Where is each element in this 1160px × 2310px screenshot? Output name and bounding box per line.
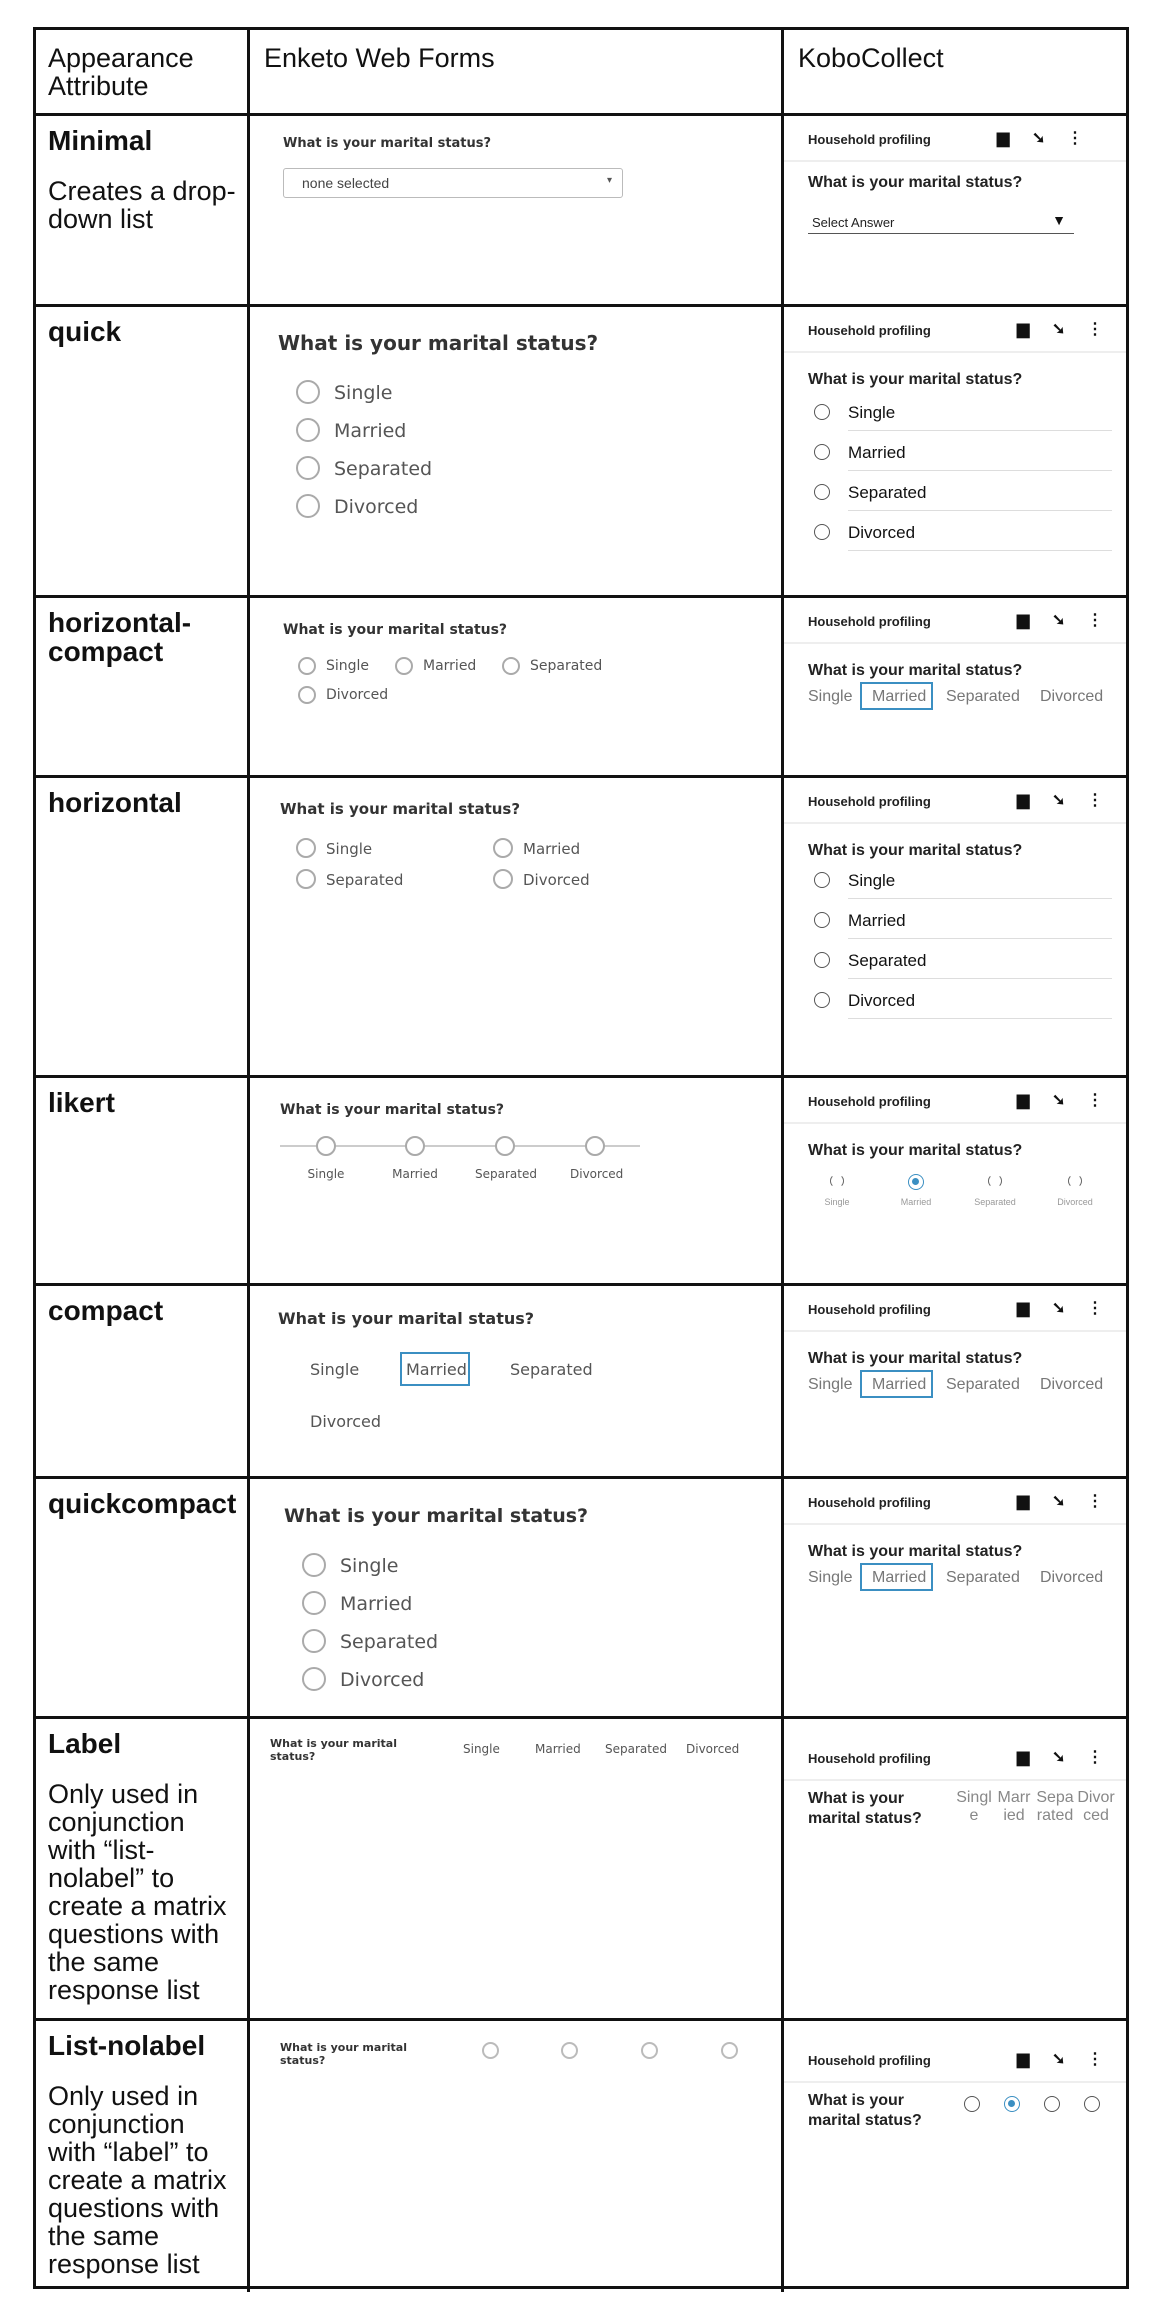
option-label: Single	[848, 403, 896, 422]
matrix-radio-separated[interactable]	[1044, 2096, 1060, 2112]
more-options-icon[interactable]: ⋮	[1087, 1092, 1103, 1109]
option-label: Single	[340, 1555, 399, 1577]
kobo-header	[784, 116, 1126, 162]
kobo-question: What is your marital status?	[808, 2092, 922, 2129]
radio-married[interactable]	[814, 912, 830, 928]
radio-married[interactable]	[814, 444, 830, 460]
attr-title: likert	[48, 1087, 115, 1118]
kobo-header	[784, 1286, 1126, 1332]
option-label: Married	[340, 1593, 413, 1615]
enketo-horizontal-compact	[247, 598, 781, 775]
radio-divorced[interactable]	[302, 1667, 326, 1691]
divider	[848, 1018, 1112, 1019]
go-to-icon[interactable]: ➘	[1052, 1749, 1066, 1766]
radio-divorced[interactable]	[493, 869, 513, 889]
save-icon[interactable]: ▆	[1017, 1300, 1030, 1317]
option-label: Single	[326, 840, 373, 858]
header-kobocollect: KoboCollect	[781, 30, 1126, 113]
dropdown-value: none selected	[302, 175, 390, 191]
option-label: Married	[523, 840, 581, 858]
attr-title: quick	[48, 316, 122, 347]
compact-option-single[interactable]: Single	[310, 1360, 360, 1379]
save-icon[interactable]: ▆	[1017, 1092, 1030, 1109]
option-label: Separated	[326, 871, 404, 889]
go-to-icon[interactable]: ➘	[1032, 130, 1046, 147]
matrix-radio-divorced[interactable]	[721, 2042, 738, 2059]
row-horizontal-compact	[36, 595, 1126, 775]
save-icon[interactable]: ▆	[1017, 612, 1030, 629]
option-label: Single	[326, 658, 370, 674]
option-label: Married	[423, 658, 477, 674]
kobo-select[interactable]	[808, 208, 1074, 234]
attr-title: Minimal	[48, 125, 153, 156]
likert-label: Single	[824, 1197, 850, 1207]
appearance-table	[33, 27, 1129, 2289]
likert-radio-single[interactable]	[830, 1174, 844, 1188]
attr-title: quickcompact	[48, 1488, 237, 1519]
matrix-column-label: Divorced	[686, 1742, 740, 1756]
attr-desc: Creates a drop-down list	[48, 176, 236, 234]
likert-label: Married	[392, 1167, 438, 1181]
option-label: Single	[334, 382, 393, 404]
row-quick	[36, 304, 1126, 595]
caret-down-icon: ▼	[1052, 212, 1066, 228]
radio-single[interactable]	[296, 838, 316, 858]
likert-radio-divorced[interactable]	[1068, 1174, 1082, 1188]
radio-single[interactable]	[814, 872, 830, 888]
radio-divorced[interactable]	[814, 992, 830, 1008]
kobo-horizontal-compact	[781, 598, 1126, 775]
enketo-dropdown[interactable]	[283, 168, 623, 198]
option-label: Separated	[334, 458, 433, 480]
compact-option-married[interactable]: Married	[872, 1376, 927, 1393]
compact-option-single[interactable]: Single	[808, 688, 853, 705]
kobo-title: Household profiling	[808, 132, 931, 147]
question-label: What is your marital status?	[278, 1309, 535, 1328]
enketo-quick	[247, 307, 781, 595]
save-icon[interactable]: ▆	[1017, 321, 1030, 338]
likert-radio-separated[interactable]	[988, 1174, 1002, 1188]
radio-married[interactable]	[493, 838, 513, 858]
kobo-title: Household profiling	[808, 614, 931, 629]
matrix-radio-single[interactable]	[964, 2096, 980, 2112]
attr-title: horizontal- compact	[48, 607, 192, 667]
matrix-column-label: Divor ced	[1077, 1789, 1115, 1824]
likert-radio-married-selected[interactable]	[908, 1174, 924, 1190]
kobo-question: What is your marital status?	[808, 842, 1023, 859]
enketo-list-nolabel	[247, 2021, 781, 2292]
more-options-icon[interactable]: ⋮	[1087, 612, 1103, 629]
compact-option-single[interactable]: Single	[808, 1376, 853, 1393]
enketo-horizontal	[247, 778, 781, 1075]
option-label: Divorced	[334, 496, 419, 518]
question-label: What is your marital status?	[280, 800, 521, 818]
more-options-icon[interactable]: ⋮	[1087, 1300, 1103, 1317]
save-icon[interactable]: ▆	[997, 130, 1010, 147]
attr-desc: Only used in conjunction with “label” to create a matrix questions with the same response list	[48, 2081, 227, 2279]
go-to-icon[interactable]: ➘	[1052, 1300, 1066, 1317]
kobo-list-nolabel	[781, 2021, 1126, 2292]
attr-title: Label	[48, 1728, 122, 1759]
likert-label: Separated	[974, 1197, 1016, 1207]
radio-separated[interactable]	[302, 1629, 326, 1653]
divider	[848, 978, 1112, 979]
enketo-likert	[247, 1078, 781, 1283]
attr-title: horizontal	[48, 787, 182, 818]
radio-divorced[interactable]	[296, 494, 320, 518]
kobo-header	[784, 1078, 1126, 1124]
question-label: What is your marital status?	[280, 1102, 505, 1118]
radio-dot	[1008, 2100, 1015, 2107]
enketo-compact	[247, 1286, 781, 1476]
radio-separated[interactable]	[814, 952, 830, 968]
row-horizontal	[36, 775, 1126, 1075]
attr-title: compact	[48, 1295, 164, 1326]
option-label: Single	[848, 871, 896, 890]
kobo-title: Household profiling	[808, 1094, 931, 1109]
likert-radio-married[interactable]	[405, 1136, 425, 1156]
option-label: Divorced	[340, 1669, 425, 1691]
divider	[848, 898, 1112, 899]
matrix-column-label: Married	[535, 1742, 581, 1756]
divider	[848, 938, 1112, 939]
matrix-column-label: Separated	[605, 1742, 667, 1756]
kobo-title: Household profiling	[808, 794, 931, 809]
radio-separated[interactable]	[296, 869, 316, 889]
save-icon[interactable]: ▆	[1017, 1493, 1030, 1510]
compact-option-separated[interactable]: Separated	[946, 688, 1020, 705]
radio-separated[interactable]	[296, 456, 320, 480]
compact-option-divorced[interactable]: Divorced	[1040, 1376, 1104, 1393]
option-label: Separated	[530, 658, 603, 674]
kobo-header	[784, 2037, 1126, 2083]
matrix-column-label: Singl e	[956, 1789, 992, 1824]
kobo-select-placeholder: Select Answer	[812, 215, 895, 230]
radio-single[interactable]	[814, 404, 830, 420]
kobo-quick	[781, 307, 1126, 595]
row-compact	[36, 1283, 1126, 1476]
likert-label: Married	[900, 1197, 932, 1207]
kobo-likert	[781, 1078, 1126, 1283]
likert-radio-separated[interactable]	[495, 1136, 515, 1156]
likert-label: Divorced	[1057, 1197, 1093, 1207]
kobo-minimal	[781, 116, 1126, 304]
matrix-radio-separated[interactable]	[641, 2042, 658, 2059]
kobo-question: What is your marital status?	[808, 1350, 1023, 1367]
likert-label: Separated	[475, 1167, 537, 1181]
question-label: What is your marital status?	[278, 331, 599, 355]
kobo-question: What is your marital status?	[808, 662, 1023, 679]
go-to-icon[interactable]: ➘	[1052, 2051, 1066, 2068]
row-label	[36, 1716, 1126, 2018]
more-options-icon[interactable]: ⋮	[1087, 792, 1103, 809]
more-options-icon[interactable]: ⋮	[1067, 130, 1083, 147]
caret-down-icon: ▾	[606, 175, 612, 186]
compact-option-separated[interactable]: Separated	[946, 1569, 1020, 1586]
question-label: What is your marital status?	[283, 622, 508, 638]
kobo-question: What is your marital status?	[808, 1142, 1023, 1159]
option-label: Married	[848, 911, 906, 930]
compact-option-divorced[interactable]: Divorced	[1040, 1569, 1104, 1586]
kobo-title: Household profiling	[808, 2053, 931, 2068]
radio-single[interactable]	[298, 657, 316, 675]
more-options-icon[interactable]: ⋮	[1087, 1493, 1103, 1510]
divider	[848, 550, 1112, 551]
kobo-horizontal	[781, 778, 1126, 1075]
header-appearance-attribute: Appearance Attribute	[48, 43, 194, 101]
divider	[848, 470, 1112, 471]
divider	[848, 430, 1112, 431]
radio-separated[interactable]	[502, 657, 520, 675]
kobo-header	[784, 778, 1126, 824]
matrix-radio-married-selected[interactable]	[1004, 2096, 1020, 2112]
kobo-question: What is your marital status?	[808, 174, 1023, 191]
kobo-header	[784, 1479, 1126, 1525]
header-row	[36, 30, 1126, 113]
option-label: Separated	[340, 1631, 439, 1653]
option-label: Divorced	[848, 523, 916, 542]
question-label: What is your marital status?	[280, 2041, 407, 2067]
option-label: Divorced	[326, 687, 389, 703]
kobo-question: What is your marital status?	[808, 1543, 1023, 1560]
matrix-radio-divorced[interactable]	[1084, 2096, 1100, 2112]
matrix-radio-single[interactable]	[482, 2042, 499, 2059]
option-label: Married	[334, 420, 407, 442]
compact-option-divorced[interactable]: Divorced	[1040, 688, 1104, 705]
matrix-column-label: Single	[463, 1742, 500, 1756]
more-options-icon[interactable]: ⋮	[1087, 1749, 1103, 1766]
question-label: What is your marital status?	[283, 136, 492, 151]
compact-option-single[interactable]: Single	[808, 1569, 853, 1586]
radio-married[interactable]	[395, 657, 413, 675]
attr-desc: Only used in conjunction with “list-nolabel” to create a matrix questions with the same response list	[48, 1779, 227, 2005]
kobo-header	[784, 1735, 1126, 1781]
row-minimal	[36, 113, 1126, 304]
attr-title: List-nolabel	[48, 2030, 206, 2061]
kobo-quickcompact	[781, 1479, 1126, 1716]
kobo-title: Household profiling	[808, 1495, 931, 1510]
likert-radio-single[interactable]	[316, 1136, 336, 1156]
kobo-question: What is your marital status?	[808, 371, 1023, 388]
option-label: Divorced	[848, 991, 916, 1010]
radio-married[interactable]	[302, 1591, 326, 1615]
compact-option-married[interactable]: Married	[406, 1360, 467, 1379]
option-label: Divorced	[523, 871, 590, 889]
more-options-icon[interactable]: ⋮	[1087, 321, 1103, 338]
save-icon[interactable]: ▆	[1017, 1749, 1030, 1766]
likert-label: Divorced	[570, 1167, 624, 1181]
more-options-icon[interactable]: ⋮	[1087, 2051, 1103, 2068]
radio-divorced[interactable]	[298, 686, 316, 704]
save-icon[interactable]: ▆	[1017, 792, 1030, 809]
divider	[848, 510, 1112, 511]
radio-married[interactable]	[296, 418, 320, 442]
radio-single[interactable]	[296, 380, 320, 404]
option-label: Married	[848, 443, 906, 462]
go-to-icon[interactable]: ➘	[1052, 1493, 1066, 1510]
kobo-title: Household profiling	[808, 323, 931, 338]
radio-dot	[912, 1178, 919, 1185]
radio-divorced[interactable]	[814, 524, 830, 540]
go-to-icon[interactable]: ➘	[1052, 612, 1066, 629]
kobo-title: Household profiling	[808, 1751, 931, 1766]
enketo-minimal	[247, 116, 781, 304]
kobo-header	[784, 307, 1126, 353]
kobo-header	[784, 598, 1126, 644]
row-likert	[36, 1075, 1126, 1283]
matrix-column-label: Sepa rated	[1036, 1789, 1074, 1824]
go-to-icon[interactable]: ➘	[1052, 792, 1066, 809]
enketo-label	[247, 1719, 781, 2018]
save-icon[interactable]: ▆	[1017, 2051, 1030, 2068]
compact-option-married[interactable]: Married	[872, 688, 927, 705]
header-enketo: Enketo Web Forms	[247, 30, 781, 113]
row-list-nolabel	[36, 2018, 1126, 2292]
option-label: Separated	[848, 951, 927, 970]
radio-single[interactable]	[302, 1553, 326, 1577]
question-label: What is your marital status?	[284, 1505, 589, 1527]
kobo-compact	[781, 1286, 1126, 1476]
likert-label: Single	[307, 1167, 345, 1181]
compact-option-divorced[interactable]: Divorced	[310, 1412, 382, 1431]
compact-option-separated[interactable]: Separated	[946, 1376, 1020, 1393]
compact-option-married[interactable]: Married	[872, 1569, 927, 1586]
compact-option-separated[interactable]: Separated	[510, 1360, 593, 1379]
kobo-question: What is your marital status?	[808, 1790, 922, 1827]
row-quickcompact	[36, 1476, 1126, 1716]
enketo-quickcompact	[247, 1479, 781, 1716]
go-to-icon[interactable]: ➘	[1052, 321, 1066, 338]
matrix-radio-married[interactable]	[561, 2042, 578, 2059]
kobo-title: Household profiling	[808, 1302, 931, 1317]
likert-radio-divorced[interactable]	[585, 1136, 605, 1156]
option-label: Separated	[848, 483, 927, 502]
kobo-label	[781, 1719, 1126, 2018]
radio-separated[interactable]	[814, 484, 830, 500]
matrix-column-label: Marr ied	[997, 1789, 1031, 1824]
go-to-icon[interactable]: ➘	[1052, 1092, 1066, 1109]
question-label: What is your marital status?	[270, 1737, 397, 1763]
